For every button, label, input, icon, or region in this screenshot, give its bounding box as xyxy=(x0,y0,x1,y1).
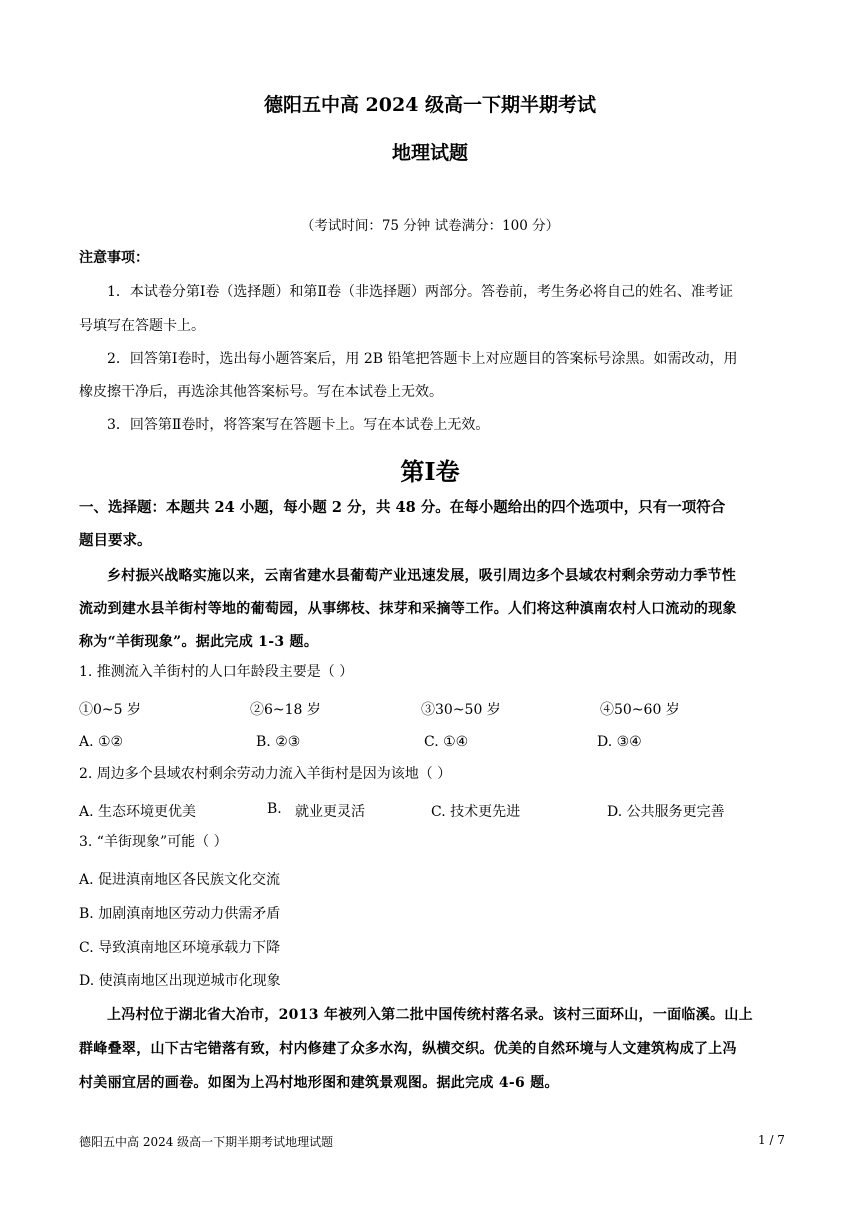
passage-1-line-1: 乡村振兴战略实施以来，云南省建水县葡萄产业迅速发展，吸引周边多个县域农村剩余劳动力季节性 xyxy=(107,568,737,584)
notes-heading: 注意事项： xyxy=(79,250,149,266)
question-2-option-b-text: 就业更灵活 xyxy=(295,804,365,820)
question-1-option-a: A. ①② xyxy=(79,734,124,750)
exam-info: （考试时间：75 分钟 试卷满分：100 分） xyxy=(300,218,560,234)
question-1-option-b: B. ②③ xyxy=(256,734,301,750)
passage-2-line-1: 上冯村位于湖北省大冶市，2013 年被列入第二批中国传统村落名录。该村三面环山，一面临溪。山上 xyxy=(107,1007,753,1023)
exam-title: 德阳五中高 2024 级高一下期半期考试 xyxy=(263,94,597,116)
question-3-option-b: B. 加剧滇南地区劳动力供需矛盾 xyxy=(79,906,281,922)
passage-2-line-3: 村美丽宜居的画卷。如图为上冯村地形图和建筑景观图。据此完成 4-6 题。 xyxy=(79,1075,559,1091)
exam-subtitle: 地理试题 xyxy=(391,142,468,164)
question-1-item: ④50~60 岁 xyxy=(600,702,680,718)
note-item-2-cont: 橡皮擦干净后，再选涂其他答案标号。写在本试卷上无效。 xyxy=(79,384,443,400)
question-2-option-b-letter: B. xyxy=(267,801,282,817)
passage-1-line-3: 称为“羊街现象”。据此完成 1-3 题。 xyxy=(79,634,319,650)
question-1-option-d: D. ③④ xyxy=(597,734,642,750)
question-1-item: ③30~50 岁 xyxy=(421,702,501,718)
question-3-option-c: C. 导致滇南地区环境承载力下降 xyxy=(79,940,281,956)
question-2-option-d: D. 公共服务更完善 xyxy=(607,804,725,820)
question-3-option-a: A. 促进滇南地区各民族文化交流 xyxy=(79,872,281,888)
question-1-item: ②6~18 岁 xyxy=(250,702,321,718)
section-instructions: 一、选择题：本题共 24 小题，每小题 2 分，共 48 分。在每小题给出的四个选项中，只有一项符合 xyxy=(79,499,726,516)
question-1-option-c: C. ①④ xyxy=(424,734,469,750)
passage-1-line-2: 流动到建水县羊街村等地的葡萄园，从事绑枝、抹芽和采摘等工作。人们将这种滇南农村人口流动的现象 xyxy=(79,601,737,617)
question-1-item: ①0~5 岁 xyxy=(79,702,141,718)
question-3-option-d: D. 使滇南地区出现逆城市化现象 xyxy=(79,973,281,989)
page-number: 1 / 7 xyxy=(758,1133,785,1147)
question-1-stem: 1. 推测流入羊街村的人口年龄段主要是（ ） xyxy=(79,664,354,680)
question-3-stem: 3. “羊街现象”可能（ ） xyxy=(79,834,228,850)
question-2-option-c: C. 技术更先进 xyxy=(431,804,521,820)
passage-2-line-2: 群峰叠翠，山下古宅错落有致，村内修建了众多水沟，纵横交织。优美的自然环境与人文建筑构成了上冯 xyxy=(79,1041,737,1057)
question-2-stem: 2. 周边多个县域农村剩余劳动力流入羊街村是因为该地（ ） xyxy=(79,766,452,782)
note-item-1-cont: 号填写在答题卡上。 xyxy=(79,318,205,334)
note-item-1: 1．本试卷分第Ⅰ卷（选择题）和第Ⅱ卷（非选择题）两部分。答卷前，考生务必将自己的姓名、准考证 xyxy=(107,284,733,300)
question-2-option-a: A. 生态环境更优美 xyxy=(79,804,197,820)
note-item-2: 2．回答第Ⅰ卷时，选出每小题答案后，用 2B 铅笔把答题卡上对应题目的答案标号涂黑。如需改动，用 xyxy=(107,351,738,367)
note-item-3: 3．回答第Ⅱ卷时，将答案写在答题卡上。写在本试卷上无效。 xyxy=(107,417,490,433)
footer-title: 德阳五中高 2024 级高一下期半期考试地理试题 xyxy=(79,1135,334,1149)
section-instructions-cont: 题目要求。 xyxy=(79,532,152,549)
section-title: 第Ⅰ卷 xyxy=(400,457,460,486)
